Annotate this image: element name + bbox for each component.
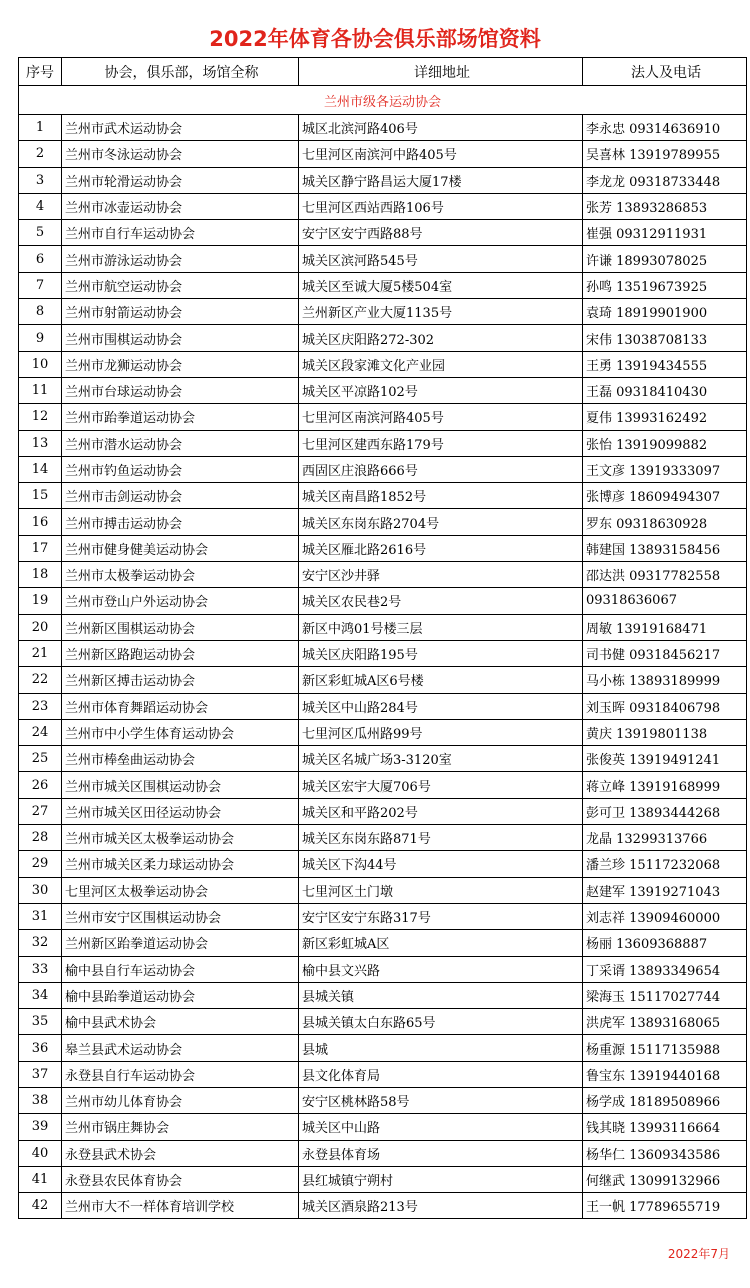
- row-address: 县城关镇太白东路65号: [299, 1009, 583, 1035]
- row-name: 兰州新区围棋运动协会: [62, 614, 299, 640]
- row-name: 兰州市锅庄舞协会: [62, 1114, 299, 1140]
- row-address: 城关区农民巷2号: [299, 588, 583, 614]
- table-row: [19, 719, 747, 745]
- row-contact: 杨丽 13609368887: [583, 930, 747, 956]
- row-name: 永登县自行车运动协会: [62, 1061, 299, 1087]
- row-contact: 钱其晓 13993116664: [583, 1114, 747, 1140]
- row-index: 37: [19, 1061, 62, 1087]
- row-name: 兰州市大不一样体育培训学校: [62, 1193, 299, 1219]
- row-address: 七里河区南滨河路405号: [299, 404, 583, 430]
- row-contact: 蒋立峰 13919168999: [583, 772, 747, 798]
- row-address: 七里河区西站西路106号: [299, 193, 583, 219]
- table-body: [19, 86, 747, 1219]
- row-name: 兰州市自行车运动协会: [62, 220, 299, 246]
- table-row: [19, 1166, 747, 1192]
- row-contact: 何继武 13099132966: [583, 1166, 747, 1192]
- row-address: 安宁区桃林路58号: [299, 1087, 583, 1113]
- table-row: [19, 903, 747, 929]
- table-row: [19, 614, 747, 640]
- row-contact: 宋伟 13038708133: [583, 325, 747, 351]
- row-address: 城关区至诚大厦5楼504室: [299, 272, 583, 298]
- row-contact: 王勇 13919434555: [583, 351, 747, 377]
- row-index: 27: [19, 798, 62, 824]
- row-contact: 梁海玉 15117027744: [583, 982, 747, 1008]
- row-index: 26: [19, 772, 62, 798]
- row-contact: 鲁宝东 13919440168: [583, 1061, 747, 1087]
- row-name: 永登县农民体育协会: [62, 1166, 299, 1192]
- table-row: [19, 220, 747, 246]
- row-name: 兰州市城关区太极拳运动协会: [62, 825, 299, 851]
- table-row: [19, 509, 747, 535]
- row-index: 7: [19, 272, 62, 298]
- row-contact: 赵建军 13919271043: [583, 877, 747, 903]
- row-index: 22: [19, 667, 62, 693]
- row-contact: 洪虎军 13893168065: [583, 1009, 747, 1035]
- row-index: 30: [19, 877, 62, 903]
- table-row: [19, 272, 747, 298]
- row-index: 6: [19, 246, 62, 272]
- row-address: 城关区滨河路545号: [299, 246, 583, 272]
- table-header-row: [19, 58, 747, 86]
- row-index: 31: [19, 903, 62, 929]
- row-address: 城关区宏宇大厦706号: [299, 772, 583, 798]
- row-address: 城关区和平路202号: [299, 798, 583, 824]
- row-name: 兰州市钓鱼运动协会: [62, 456, 299, 482]
- row-contact: 吴喜林 13919789955: [583, 141, 747, 167]
- table-row: [19, 746, 747, 772]
- row-index: 1: [19, 115, 62, 141]
- row-index: 15: [19, 483, 62, 509]
- row-address: 安宁区安宁西路88号: [299, 220, 583, 246]
- row-address: 城关区东岗东路2704号: [299, 509, 583, 535]
- table-row: [19, 1009, 747, 1035]
- row-contact: 张芳 13893286853: [583, 193, 747, 219]
- table-row: [19, 325, 747, 351]
- row-name: 兰州市轮滑运动协会: [62, 167, 299, 193]
- row-name: 兰州市航空运动协会: [62, 272, 299, 298]
- row-index: 13: [19, 430, 62, 456]
- row-index: 20: [19, 614, 62, 640]
- row-address: 西固区庄浪路666号: [299, 456, 583, 482]
- table-row: [19, 1035, 747, 1061]
- row-contact: 张博彦 18609494307: [583, 483, 747, 509]
- row-name: 兰州新区搏击运动协会: [62, 667, 299, 693]
- row-name: 兰州市冰壶运动协会: [62, 193, 299, 219]
- row-index: 9: [19, 325, 62, 351]
- row-address: 城关区酒泉路213号: [299, 1193, 583, 1219]
- row-index: 34: [19, 982, 62, 1008]
- row-index: 19: [19, 588, 62, 614]
- row-index: 25: [19, 746, 62, 772]
- row-name: 兰州市安宁区围棋运动协会: [62, 903, 299, 929]
- row-contact: 龙晶 13299313766: [583, 825, 747, 851]
- row-contact: 许谦 18993078025: [583, 246, 747, 272]
- row-contact: 王文彦 13919333097: [583, 456, 747, 482]
- row-address: 城关区段家滩文化产业园: [299, 351, 583, 377]
- row-index: 36: [19, 1035, 62, 1061]
- row-address: 榆中县文兴路: [299, 956, 583, 982]
- table-row: [19, 851, 747, 877]
- row-contact: 崔强 09312911931: [583, 220, 747, 246]
- row-contact: 刘志祥 13909460000: [583, 903, 747, 929]
- table-row: [19, 141, 747, 167]
- row-address: 新区中鸿01号楼三层: [299, 614, 583, 640]
- row-name: 兰州市棒垒曲运动协会: [62, 746, 299, 772]
- row-name: 兰州市冬泳运动协会: [62, 141, 299, 167]
- row-name: 榆中县自行车运动协会: [62, 956, 299, 982]
- row-index: 2: [19, 141, 62, 167]
- row-name: 兰州市击剑运动协会: [62, 483, 299, 509]
- row-index: 28: [19, 825, 62, 851]
- table-row: [19, 193, 747, 219]
- row-address: 新区彩虹城A区: [299, 930, 583, 956]
- table-row: [19, 167, 747, 193]
- header-contact: 法人及电话: [583, 58, 747, 86]
- row-index: 33: [19, 956, 62, 982]
- association-table: [18, 57, 747, 1219]
- row-name: 兰州市城关区柔力球运动协会: [62, 851, 299, 877]
- table-row: [19, 667, 747, 693]
- table-row: [19, 588, 747, 614]
- row-address: 城关区雁北路2616号: [299, 535, 583, 561]
- row-name: 兰州市搏击运动协会: [62, 509, 299, 535]
- row-name: 兰州市武术运动协会: [62, 115, 299, 141]
- row-address: 新区彩虹城A区6号楼: [299, 667, 583, 693]
- row-address: 七里河区南滨河中路405号: [299, 141, 583, 167]
- row-address: 县文化体育局: [299, 1061, 583, 1087]
- row-index: 4: [19, 193, 62, 219]
- row-index: 23: [19, 693, 62, 719]
- section-label: 兰州市级各运动协会: [19, 86, 747, 115]
- table-row: [19, 825, 747, 851]
- footer-date: 2022年7月: [667, 1247, 730, 1261]
- row-address: 城关区中山路: [299, 1114, 583, 1140]
- row-index: 39: [19, 1114, 62, 1140]
- row-name: 兰州市台球运动协会: [62, 377, 299, 403]
- table-row: [19, 772, 747, 798]
- row-contact: 张怡 13919099882: [583, 430, 747, 456]
- row-index: 38: [19, 1087, 62, 1113]
- row-address: 城关区庆阳路272-302: [299, 325, 583, 351]
- row-name: 兰州市城关区围棋运动协会: [62, 772, 299, 798]
- row-contact: 司书健 09318456217: [583, 640, 747, 666]
- row-contact: 夏伟 13993162492: [583, 404, 747, 430]
- table-row: [19, 798, 747, 824]
- header-index: 序号: [19, 58, 62, 86]
- row-name: 兰州市体育舞蹈运动协会: [62, 693, 299, 719]
- table-row: [19, 1087, 747, 1113]
- row-name: 榆中县武术协会: [62, 1009, 299, 1035]
- row-index: 32: [19, 930, 62, 956]
- row-address: 县城: [299, 1035, 583, 1061]
- table-row: [19, 299, 747, 325]
- row-index: 8: [19, 299, 62, 325]
- table-row: [19, 1114, 747, 1140]
- row-index: 10: [19, 351, 62, 377]
- row-name: 榆中县跆拳道运动协会: [62, 982, 299, 1008]
- table-row: [19, 115, 747, 141]
- table-row: [19, 377, 747, 403]
- table-row: [19, 1193, 747, 1219]
- table-row: [19, 430, 747, 456]
- row-name: 兰州市龙狮运动协会: [62, 351, 299, 377]
- row-contact: 黄庆 13919801138: [583, 719, 747, 745]
- row-address: 城关区静宁路昌运大厦17楼: [299, 167, 583, 193]
- table-row: [19, 456, 747, 482]
- row-contact: 韩建国 13893158456: [583, 535, 747, 561]
- row-contact: 丁采谞 13893349654: [583, 956, 747, 982]
- table-row: [19, 351, 747, 377]
- header-name: 协会，俱乐部，场馆全称: [62, 58, 299, 86]
- row-name: 兰州新区跆拳道运动协会: [62, 930, 299, 956]
- row-index: 12: [19, 404, 62, 430]
- row-index: 24: [19, 719, 62, 745]
- table-row: [19, 877, 747, 903]
- table-row: [19, 562, 747, 588]
- row-contact: 杨学成 18189508966: [583, 1087, 747, 1113]
- table-row: [19, 1061, 747, 1087]
- row-index: 3: [19, 167, 62, 193]
- page-title: 2022年体育各协会俱乐部场馆资料: [209, 27, 541, 51]
- table-row: [19, 535, 747, 561]
- row-address: 县红城镇宁朔村: [299, 1166, 583, 1192]
- row-contact: 09318636067: [583, 588, 747, 614]
- row-address: 七里河区建西东路179号: [299, 430, 583, 456]
- row-contact: 张俊英 13919491241: [583, 746, 747, 772]
- row-address: 城关区东岗东路871号: [299, 825, 583, 851]
- row-name: 兰州市射箭运动协会: [62, 299, 299, 325]
- row-address: 兰州新区产业大厦1135号: [299, 299, 583, 325]
- row-name: 兰州市潜水运动协会: [62, 430, 299, 456]
- row-index: 29: [19, 851, 62, 877]
- row-contact: 杨华仁 13609343586: [583, 1140, 747, 1166]
- row-index: 21: [19, 640, 62, 666]
- row-contact: 李龙龙 09318733448: [583, 167, 747, 193]
- table-row: [19, 404, 747, 430]
- row-index: 42: [19, 1193, 62, 1219]
- row-index: 16: [19, 509, 62, 535]
- row-contact: 王磊 09318410430: [583, 377, 747, 403]
- table-row: [19, 640, 747, 666]
- row-address: 县城关镇: [299, 982, 583, 1008]
- row-name: 兰州市围棋运动协会: [62, 325, 299, 351]
- row-address: 七里河区瓜州路99号: [299, 719, 583, 745]
- table-row: [19, 246, 747, 272]
- row-contact: 邵达洪 09317782558: [583, 562, 747, 588]
- row-name: 永登县武术协会: [62, 1140, 299, 1166]
- table-row: [19, 930, 747, 956]
- row-contact: 袁琦 18919901900: [583, 299, 747, 325]
- row-index: 41: [19, 1166, 62, 1192]
- row-name: 兰州市健身健美运动协会: [62, 535, 299, 561]
- row-index: 35: [19, 1009, 62, 1035]
- row-address: 城关区南昌路1852号: [299, 483, 583, 509]
- row-name: 皋兰县武术运动协会: [62, 1035, 299, 1061]
- row-index: 5: [19, 220, 62, 246]
- section-row: [19, 86, 747, 115]
- row-name: 兰州市跆拳道运动协会: [62, 404, 299, 430]
- row-contact: 刘玉晖 09318406798: [583, 693, 747, 719]
- row-address: 城关区中山路284号: [299, 693, 583, 719]
- row-name: 兰州市中小学生体育运动协会: [62, 719, 299, 745]
- row-index: 11: [19, 377, 62, 403]
- row-name: 兰州市城关区田径运动协会: [62, 798, 299, 824]
- row-contact: 杨重源 15117135988: [583, 1035, 747, 1061]
- row-address: 城关区名城广场3-3120室: [299, 746, 583, 772]
- table-row: [19, 956, 747, 982]
- table-row: [19, 693, 747, 719]
- row-name: 兰州市登山户外运动协会: [62, 588, 299, 614]
- row-contact: 王一帆 17789655719: [583, 1193, 747, 1219]
- row-address: 永登县体育场: [299, 1140, 583, 1166]
- row-contact: 马小栋 13893189999: [583, 667, 747, 693]
- row-index: 17: [19, 535, 62, 561]
- row-name: 七里河区太极拳运动协会: [62, 877, 299, 903]
- row-contact: 孙鸣 13519673925: [583, 272, 747, 298]
- row-address: 城区北滨河路406号: [299, 115, 583, 141]
- row-index: 18: [19, 562, 62, 588]
- row-index: 14: [19, 456, 62, 482]
- row-name: 兰州新区路跑运动协会: [62, 640, 299, 666]
- table-row: [19, 483, 747, 509]
- row-contact: 潘兰珍 15117232068: [583, 851, 747, 877]
- row-address: 安宁区沙井驿: [299, 562, 583, 588]
- row-contact: 周敏 13919168471: [583, 614, 747, 640]
- table-row: [19, 982, 747, 1008]
- row-address: 城关区下沟44号: [299, 851, 583, 877]
- row-name: 兰州市幼儿体育协会: [62, 1087, 299, 1113]
- row-address: 城关区庆阳路195号: [299, 640, 583, 666]
- table-row: [19, 1140, 747, 1166]
- row-contact: 罗东 09318630928: [583, 509, 747, 535]
- row-address: 城关区平凉路102号: [299, 377, 583, 403]
- row-name: 兰州市太极拳运动协会: [62, 562, 299, 588]
- row-name: 兰州市游泳运动协会: [62, 246, 299, 272]
- row-contact: 彭可卫 13893444268: [583, 798, 747, 824]
- row-address: 七里河区土门墩: [299, 877, 583, 903]
- row-address: 安宁区安宁东路317号: [299, 903, 583, 929]
- row-index: 40: [19, 1140, 62, 1166]
- header-address: 详细地址: [299, 58, 583, 86]
- row-contact: 李永忠 09314636910: [583, 115, 747, 141]
